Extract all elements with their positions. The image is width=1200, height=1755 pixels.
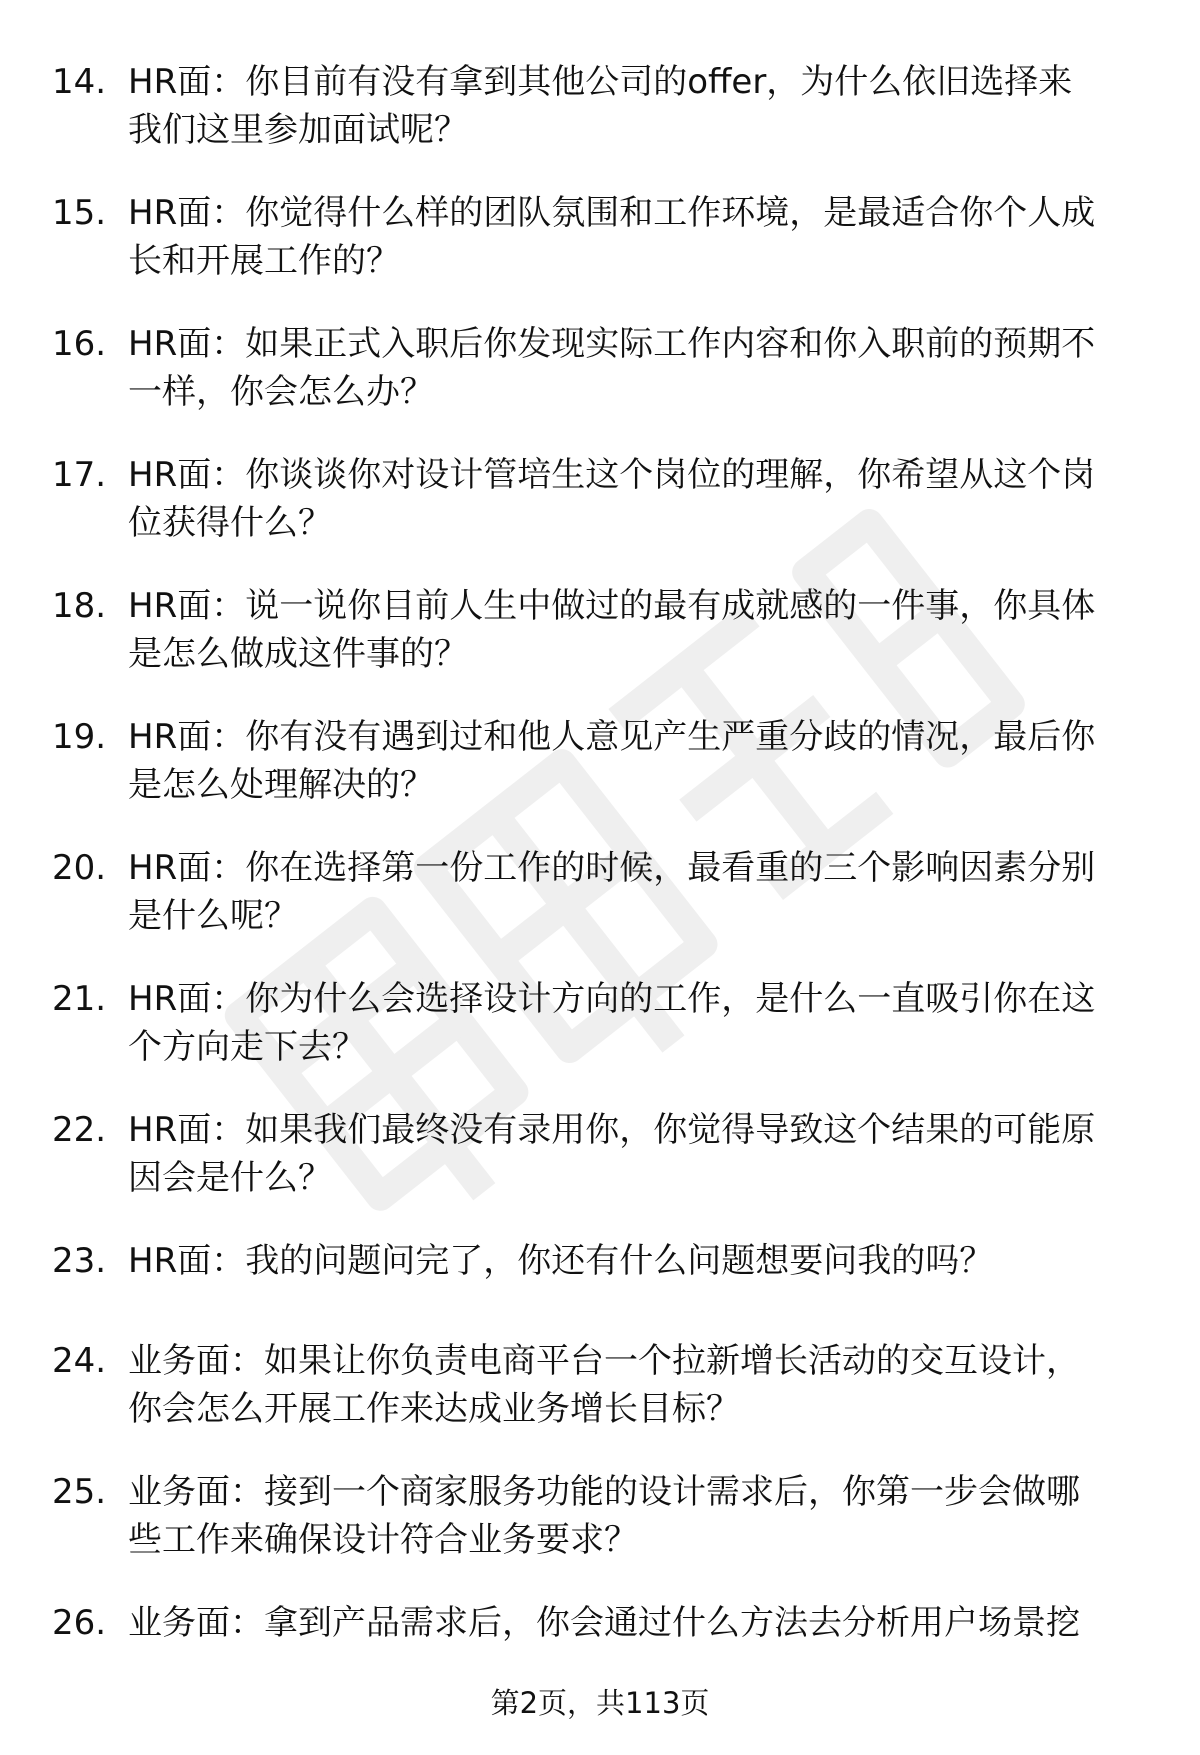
- list-item: [0, 58, 1200, 189]
- list-item: [0, 844, 1200, 975]
- page-number-footer: 第2页，共113页: [490, 1686, 710, 1720]
- question-number: 21.: [52, 979, 107, 1019]
- question-text: HR面：你谈谈你对设计管培生这个岗位的理解，你希望从这个岗 位获得什么？: [128, 455, 1096, 543]
- question-text: HR面：你有没有遇到过和他人意见产生严重分歧的情况，最后你 是怎么处理解决的？: [128, 717, 1096, 805]
- list-item: [0, 1337, 1200, 1468]
- question-number: 15.: [52, 193, 107, 233]
- question-number: 25.: [52, 1472, 107, 1512]
- question-number: 23.: [52, 1241, 107, 1281]
- list-item: [0, 1468, 1200, 1599]
- question-number: 14.: [52, 62, 107, 102]
- question-number: 18.: [52, 586, 107, 626]
- question-text: HR面：如果正式入职后你发现实际工作内容和你入职前的预期不 一样，你会怎么办？: [128, 324, 1096, 412]
- question-text: 业务面：拿到产品需求后，你会通过什么方法去分析用户场景挖: [128, 1603, 1080, 1643]
- question-text: HR面：说一说你目前人生中做过的最有成就感的一件事，你具体 是怎么做成这件事的？: [128, 586, 1096, 674]
- list-item: [0, 713, 1200, 844]
- question-text: HR面：你在选择第一份工作的时候，最看重的三个影响因素分别 是什么呢？: [128, 848, 1096, 936]
- list-item: [0, 975, 1200, 1106]
- question-number: 24.: [52, 1341, 107, 1381]
- question-text: HR面：你觉得什么样的团队氛围和工作环境，是最适合你个人成 长和开展工作的？: [128, 193, 1096, 281]
- question-text: 业务面：接到一个商家服务功能的设计需求后，你第一步会做哪 些工作来确保设计符合业务要求？: [128, 1472, 1080, 1560]
- question-number: 26.: [52, 1603, 107, 1643]
- question-text: HR面：我的问题问完了，你还有什么问题想要问我的吗？: [128, 1241, 994, 1281]
- question-number: 16.: [52, 324, 107, 364]
- question-list: [0, 58, 1200, 1699]
- list-item: [0, 1237, 1200, 1337]
- question-text: HR面：你为什么会选择设计方向的工作，是什么一直吸引你在这 个方向走下去？: [128, 979, 1096, 1067]
- list-item: [0, 1106, 1200, 1237]
- question-number: 20.: [52, 848, 107, 888]
- list-item: [0, 582, 1200, 713]
- question-number: 22.: [52, 1110, 107, 1150]
- question-text: HR面：如果我们最终没有录用你，你觉得导致这个结果的可能原 因会是什么？: [128, 1110, 1096, 1198]
- question-number: 19.: [52, 717, 107, 757]
- question-text: HR面：你目前有没有拿到其他公司的offer，为什么依旧选择来 我们这里参加面试呢？: [128, 62, 1073, 150]
- question-text: 业务面：如果让你负责电商平台一个拉新增长活动的交互设计， 你会怎么开展工作来达成业务增长目标？: [128, 1341, 1080, 1429]
- list-item: [0, 320, 1200, 451]
- list-item: [0, 451, 1200, 582]
- list-item: [0, 189, 1200, 320]
- question-number: 17.: [52, 455, 107, 495]
